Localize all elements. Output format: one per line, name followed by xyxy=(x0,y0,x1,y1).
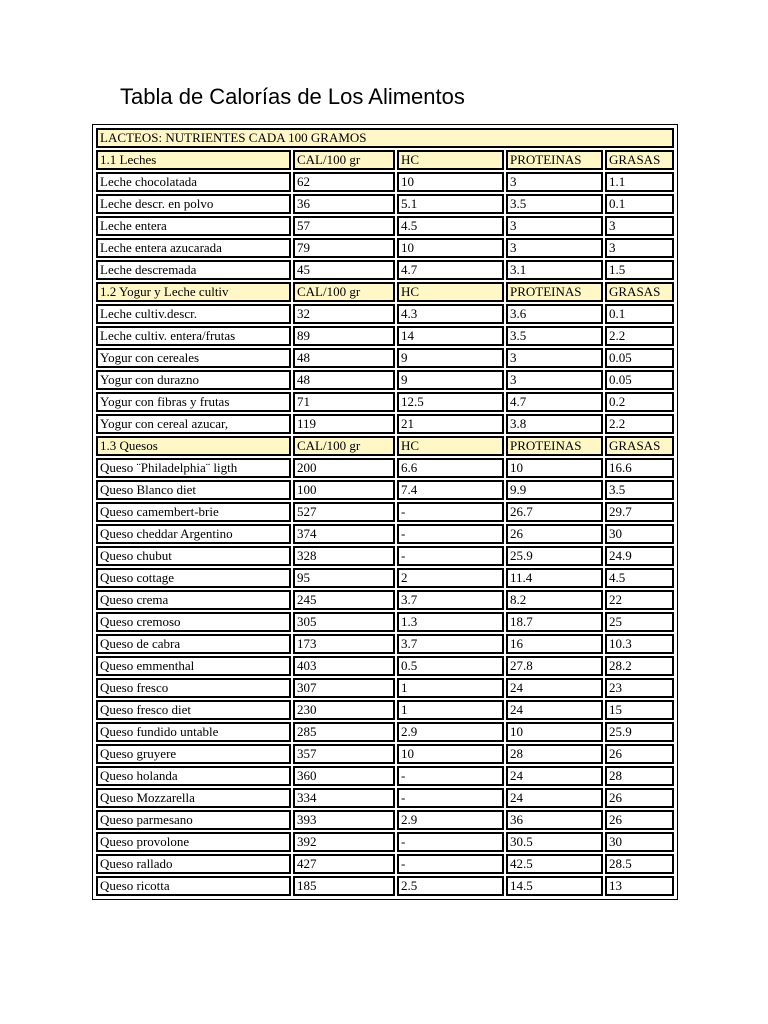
table-cell: 0.05 xyxy=(605,370,674,390)
table-cell: 305 xyxy=(293,612,395,632)
table-cell: 10 xyxy=(397,744,504,764)
table-cell: 57 xyxy=(293,216,395,236)
table-cell: - xyxy=(397,766,504,786)
table-row xyxy=(96,590,674,610)
table-cell: 2.9 xyxy=(397,722,504,742)
table-cell: 3.6 xyxy=(506,304,603,324)
table-cell: 3 xyxy=(506,348,603,368)
table-cell: 2 xyxy=(397,568,504,588)
table-cell: - xyxy=(397,788,504,808)
table-cell: Leche descr. en polvo xyxy=(96,194,291,214)
table-cell: 4.5 xyxy=(605,568,674,588)
table-cell: 1 xyxy=(397,700,504,720)
table-cell: 3.5 xyxy=(506,326,603,346)
table-cell: 24 xyxy=(506,678,603,698)
table-cell: 28.5 xyxy=(605,854,674,874)
table-cell: 32 xyxy=(293,304,395,324)
table-cell: 30 xyxy=(605,832,674,852)
table-row xyxy=(96,546,674,566)
table-caption-row xyxy=(96,128,674,148)
table-cell: 28 xyxy=(506,744,603,764)
table-row xyxy=(96,854,674,874)
section-header-cell: PROTEINAS xyxy=(506,282,603,302)
table-cell: 45 xyxy=(293,260,395,280)
table-cell: 7.4 xyxy=(397,480,504,500)
table-cell: 119 xyxy=(293,414,395,434)
table-row xyxy=(96,634,674,654)
table-cell: 48 xyxy=(293,348,395,368)
table-cell: 4.5 xyxy=(397,216,504,236)
section-header-cell: 1.2 Yogur y Leche cultiv xyxy=(96,282,291,302)
table-cell: 30 xyxy=(605,524,674,544)
table-cell: - xyxy=(397,546,504,566)
table-row xyxy=(96,568,674,588)
table-cell: 360 xyxy=(293,766,395,786)
table-cell: 1 xyxy=(397,678,504,698)
table-cell: 26.7 xyxy=(506,502,603,522)
table-cell: 2.2 xyxy=(605,326,674,346)
section-header-cell: HC xyxy=(397,282,504,302)
table-cell: 2.5 xyxy=(397,876,504,896)
table-cell: 4.7 xyxy=(397,260,504,280)
section-header-cell: 1.1 Leches xyxy=(96,150,291,170)
section-header-cell: HC xyxy=(397,150,504,170)
table-cell: 16 xyxy=(506,634,603,654)
table-cell: 334 xyxy=(293,788,395,808)
table-cell: 10 xyxy=(397,172,504,192)
table-cell: Leche entera xyxy=(96,216,291,236)
table-cell: Leche entera azucarada xyxy=(96,238,291,258)
table-cell: 393 xyxy=(293,810,395,830)
section-header-cell: CAL/100 gr xyxy=(293,282,395,302)
table-cell: Queso fundido untable xyxy=(96,722,291,742)
table-cell: 79 xyxy=(293,238,395,258)
section-header-cell: GRASAS xyxy=(605,436,674,456)
table-cell: 392 xyxy=(293,832,395,852)
table-cell: 62 xyxy=(293,172,395,192)
table-cell: 527 xyxy=(293,502,395,522)
table-cell: 26 xyxy=(605,744,674,764)
table-cell: Queso gruyere xyxy=(96,744,291,764)
table-cell: 3 xyxy=(506,238,603,258)
table-cell: - xyxy=(397,524,504,544)
table-cell: 3.5 xyxy=(506,194,603,214)
table-row xyxy=(96,326,674,346)
table-cell: 0.1 xyxy=(605,304,674,324)
table-cell: 230 xyxy=(293,700,395,720)
section-header-cell: GRASAS xyxy=(605,150,674,170)
section-header-row xyxy=(96,436,674,456)
table-cell: 2.2 xyxy=(605,414,674,434)
table-cell: 185 xyxy=(293,876,395,896)
table-cell: 30.5 xyxy=(506,832,603,852)
table-cell: Queso cheddar Argentino xyxy=(96,524,291,544)
table-cell: 10 xyxy=(506,722,603,742)
table-cell: 1.5 xyxy=(605,260,674,280)
table-cell: 25.9 xyxy=(506,546,603,566)
table-row xyxy=(96,524,674,544)
table-cell: 95 xyxy=(293,568,395,588)
table-row xyxy=(96,304,674,324)
table-cell: 24.9 xyxy=(605,546,674,566)
table-cell: 24 xyxy=(506,700,603,720)
table-cell: 8.2 xyxy=(506,590,603,610)
section-header-cell: CAL/100 gr xyxy=(293,150,395,170)
table-cell: - xyxy=(397,832,504,852)
table-caption: LACTEOS: NUTRIENTES CADA 100 GRAMOS xyxy=(96,128,674,148)
table-cell: 357 xyxy=(293,744,395,764)
table-cell: Yogur con durazno xyxy=(96,370,291,390)
table-cell: - xyxy=(397,854,504,874)
section-header-cell: 1.3 Quesos xyxy=(96,436,291,456)
section-header-cell: HC xyxy=(397,436,504,456)
table-cell: 16.6 xyxy=(605,458,674,478)
nutrition-table xyxy=(94,126,676,898)
table-cell: 1.1 xyxy=(605,172,674,192)
table-cell: Queso cottage xyxy=(96,568,291,588)
table-cell: Queso Mozzarella xyxy=(96,788,291,808)
table-cell: 42.5 xyxy=(506,854,603,874)
table-cell: 28.2 xyxy=(605,656,674,676)
table-cell: 24 xyxy=(506,788,603,808)
table-cell: Queso Blanco diet xyxy=(96,480,291,500)
table-cell: 3 xyxy=(605,238,674,258)
table-cell: 9 xyxy=(397,370,504,390)
table-row xyxy=(96,458,674,478)
table-cell: 307 xyxy=(293,678,395,698)
table-row xyxy=(96,194,674,214)
table-cell: 3 xyxy=(605,216,674,236)
table-cell: 9.9 xyxy=(506,480,603,500)
table-cell: 36 xyxy=(293,194,395,214)
table-cell: 4.7 xyxy=(506,392,603,412)
section-header-cell: CAL/100 gr xyxy=(293,436,395,456)
table-cell: 26 xyxy=(605,788,674,808)
table-cell: 14.5 xyxy=(506,876,603,896)
table-row xyxy=(96,370,674,390)
table-cell: 22 xyxy=(605,590,674,610)
section-header-cell: PROTEINAS xyxy=(506,436,603,456)
table-cell: - xyxy=(397,502,504,522)
table-cell: 6.6 xyxy=(397,458,504,478)
table-cell: 15 xyxy=(605,700,674,720)
table-cell: 427 xyxy=(293,854,395,874)
table-row xyxy=(96,722,674,742)
table-cell: Queso fresco xyxy=(96,678,291,698)
table-cell: 3.7 xyxy=(397,590,504,610)
page-title: Tabla de Calorías de Los Alimentos xyxy=(120,84,465,109)
table-cell: 13 xyxy=(605,876,674,896)
table-cell: 328 xyxy=(293,546,395,566)
section-header-cell: PROTEINAS xyxy=(506,150,603,170)
table-row xyxy=(96,678,674,698)
table-cell: 0.05 xyxy=(605,348,674,368)
table-cell: Leche descremada xyxy=(96,260,291,280)
table-cell: Queso rallado xyxy=(96,854,291,874)
table-cell: 89 xyxy=(293,326,395,346)
table-cell: 12.5 xyxy=(397,392,504,412)
table-cell: 3 xyxy=(506,370,603,390)
table-cell: 100 xyxy=(293,480,395,500)
table-cell: 0.5 xyxy=(397,656,504,676)
table-cell: 374 xyxy=(293,524,395,544)
table-cell: 9 xyxy=(397,348,504,368)
table-cell: Queso chubut xyxy=(96,546,291,566)
table-cell: Queso provolone xyxy=(96,832,291,852)
table-cell: 4.3 xyxy=(397,304,504,324)
section-header-row xyxy=(96,150,674,170)
table-cell: 25 xyxy=(605,612,674,632)
table-cell: Queso emmenthal xyxy=(96,656,291,676)
table-cell: Yogur con cereal azucar, xyxy=(96,414,291,434)
table-row xyxy=(96,216,674,236)
table-cell: Leche cultiv.descr. xyxy=(96,304,291,324)
table-cell: Queso holanda xyxy=(96,766,291,786)
table-cell: 2.9 xyxy=(397,810,504,830)
table-cell: 11.4 xyxy=(506,568,603,588)
table-cell: 24 xyxy=(506,766,603,786)
table-cell: 3.7 xyxy=(397,634,504,654)
nutrition-table-frame xyxy=(92,124,678,900)
table-cell: Queso de cabra xyxy=(96,634,291,654)
table-cell: 3 xyxy=(506,172,603,192)
table-row xyxy=(96,238,674,258)
table-row xyxy=(96,656,674,676)
table-cell: 3.5 xyxy=(605,480,674,500)
table-cell: 173 xyxy=(293,634,395,654)
table-row xyxy=(96,788,674,808)
table-cell: 245 xyxy=(293,590,395,610)
table-cell: 1.3 xyxy=(397,612,504,632)
table-cell: Yogur con cereales xyxy=(96,348,291,368)
table-row xyxy=(96,766,674,786)
table-cell: 18.7 xyxy=(506,612,603,632)
table-cell: Queso ricotta xyxy=(96,876,291,896)
table-cell: 0.1 xyxy=(605,194,674,214)
table-cell: Leche chocolatada xyxy=(96,172,291,192)
table-cell: Yogur con fibras y frutas xyxy=(96,392,291,412)
section-header-row xyxy=(96,282,674,302)
table-cell: 3.1 xyxy=(506,260,603,280)
table-cell: Queso camembert-brie xyxy=(96,502,291,522)
table-cell: 26 xyxy=(506,524,603,544)
table-row xyxy=(96,260,674,280)
table-row xyxy=(96,744,674,764)
table-cell: 5.1 xyxy=(397,194,504,214)
table-cell: 10.3 xyxy=(605,634,674,654)
table-cell: 285 xyxy=(293,722,395,742)
table-row xyxy=(96,612,674,632)
table-row xyxy=(96,414,674,434)
table-row xyxy=(96,700,674,720)
table-cell: 14 xyxy=(397,326,504,346)
table-cell: 21 xyxy=(397,414,504,434)
table-cell: 29.7 xyxy=(605,502,674,522)
table-cell: 3 xyxy=(506,216,603,236)
table-cell: Queso parmesano xyxy=(96,810,291,830)
table-row xyxy=(96,480,674,500)
table-row xyxy=(96,348,674,368)
table-cell: 403 xyxy=(293,656,395,676)
table-cell: 26 xyxy=(605,810,674,830)
table-row xyxy=(96,502,674,522)
table-cell: 3.8 xyxy=(506,414,603,434)
table-row xyxy=(96,810,674,830)
table-cell: 200 xyxy=(293,458,395,478)
table-cell: 10 xyxy=(506,458,603,478)
table-cell: 48 xyxy=(293,370,395,390)
table-row xyxy=(96,876,674,896)
table-cell: 25.9 xyxy=(605,722,674,742)
table-row xyxy=(96,392,674,412)
table-cell: 10 xyxy=(397,238,504,258)
table-cell: 27.8 xyxy=(506,656,603,676)
table-cell: 28 xyxy=(605,766,674,786)
table-cell: Queso ¨Philadelphia¨ ligth xyxy=(96,458,291,478)
table-cell: 0.2 xyxy=(605,392,674,412)
table-cell: 36 xyxy=(506,810,603,830)
table-cell: Queso cremoso xyxy=(96,612,291,632)
section-header-cell: GRASAS xyxy=(605,282,674,302)
table-row xyxy=(96,832,674,852)
table-cell: Queso crema xyxy=(96,590,291,610)
table-cell: 23 xyxy=(605,678,674,698)
table-cell: Queso fresco diet xyxy=(96,700,291,720)
table-row xyxy=(96,172,674,192)
table-cell: 71 xyxy=(293,392,395,412)
table-cell: Leche cultiv. entera/frutas xyxy=(96,326,291,346)
